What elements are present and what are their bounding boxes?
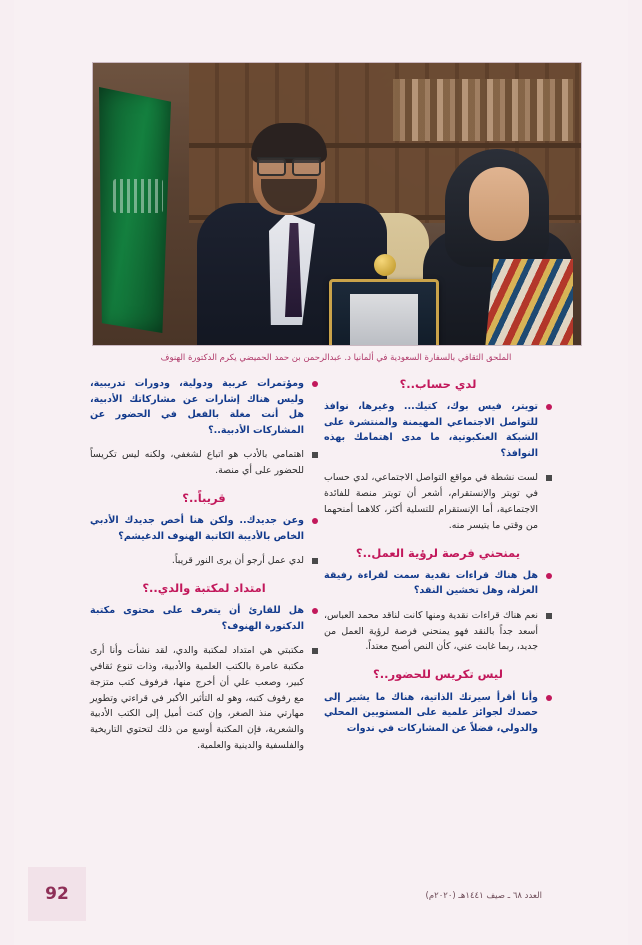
books-row xyxy=(393,79,573,141)
glasses-icon xyxy=(257,157,321,172)
interview-answer: اهتمامي بالأدب هو اتباع لشغفي، ولكنه ليس تكريساً للحضور على أي منصة. xyxy=(90,447,318,479)
interview-question: تويتر، فيس بوك، كتيك... وغيرها، نوافذ للتواصل الاجتماعي المهيمنة والمنتشرة على الشبكة العنكبوتية، ما مدى اهتمامك بهذه النوافذ؟ xyxy=(324,399,552,461)
plaque-seal xyxy=(374,254,396,276)
section-block xyxy=(324,666,552,736)
interview-answer: لست نشطة في مواقع التواصل الاجتماعي، لدي حساب في تويتر والإنستقرام، أشعر أن تويتر منصة للفائدة الاجتماعية، أما الإنستقرام للتسلية أكثر، كلاهما أمنحهما من وقتي ما يتيسر منه. xyxy=(324,470,552,533)
page-sheet xyxy=(14,0,628,945)
section-heading: يمنحني فرصة لرؤية العمل..؟ xyxy=(355,545,521,560)
interview-question: هل هناك قراءات نقدية سمت لقراءة رفيقة العزلة، وهل تخشين النقد؟ xyxy=(324,568,552,599)
issue-footer: العدد ٦٨ ـ صيف ١٤٤١هـ (٢٠٢٠م) xyxy=(425,891,542,901)
woman-face xyxy=(469,167,529,241)
section-heading: ليس تكريس للحضور..؟ xyxy=(373,667,503,682)
interview-question: هل للقارئ أن يتعرف على محتوى مكتبة الدكتورة الهنوف؟ xyxy=(90,603,318,634)
photo-background xyxy=(93,63,581,345)
section-heading: قريباً..؟ xyxy=(182,490,226,505)
woman-dress-pattern xyxy=(485,259,573,346)
shelf-divider xyxy=(189,143,581,148)
page-number: 92 xyxy=(28,867,86,921)
column-right xyxy=(324,376,552,746)
section-block xyxy=(90,490,318,569)
interview-answer: مكتبتي هي امتداد لمكتبة والدي، لقد نشأت وأنا أرى مكتبة عامرة بالكتب العلمية والأدبية، وذات تنوع ثقافي كبير، وصعب علي أن أخرج منها، فرفوف كتب متزجة مع رفوف كتبه، وهو له التأثير الأكبر في قراءتي وتطوير مهارتي منذ الصغر، وإن كنت أميل إلى الكتب الأدبية والشعرية، فإن المكتبة أوسع من ذلك لتحتوي التاريخية والفلسفية والدينية والعلمية. xyxy=(90,643,318,754)
interview-question: ومؤتمرات عربية ودولية، ودورات تدريبية، وليس هناك إشارات عن مشاركاتك الأدبية، هل أنت مغلة بالفعل في الحضور عن المشاركات الأدبية..؟ xyxy=(90,376,318,438)
plaque-inner xyxy=(350,294,418,346)
interview-question: وعن جديدك.. ولكن هنا أخص جديدك الأدبي الخاص بالأديبة الكاتبة الهنوف الدغيشم؟ xyxy=(90,513,318,544)
flag-script xyxy=(113,179,163,213)
interview-photo xyxy=(92,62,582,346)
interview-answer: نعم هناك قراءات نقدية ومنها كانت لناقد محمد العباس، أسعد جداً بالنقد فهو يمنحني فرصة لرؤية العمل من جديد، ربما غابت عني، كأن النص أصبح معتداً. xyxy=(324,608,552,655)
photo-caption: الملحق الثقافي بالسفارة السعودية في ألمانيا د. عبدالرحمن بن حمد الحميضي يكرم الدكتورة الهنوف xyxy=(160,353,512,363)
section-block xyxy=(90,580,318,754)
section-block xyxy=(324,376,552,534)
section-block xyxy=(324,545,552,656)
section-heading: لدي حساب..؟ xyxy=(399,377,477,391)
section-block xyxy=(90,376,318,479)
interview-question: وأنا أقرأ سيرتك الذاتية، هناك ما يشير إلى حصدك لجوائز علمية على المستويين المحلي والدولي، فضلاً عن المشاركات في ندوات xyxy=(324,690,552,737)
section-heading: امتداد لمكتبة والدي..؟ xyxy=(142,580,266,595)
award-plaque xyxy=(329,279,439,346)
saudi-flag xyxy=(99,87,171,333)
column-left xyxy=(90,376,318,765)
interview-answer: لدي عمل أرجو أن يرى النور قريباً. xyxy=(90,553,318,569)
